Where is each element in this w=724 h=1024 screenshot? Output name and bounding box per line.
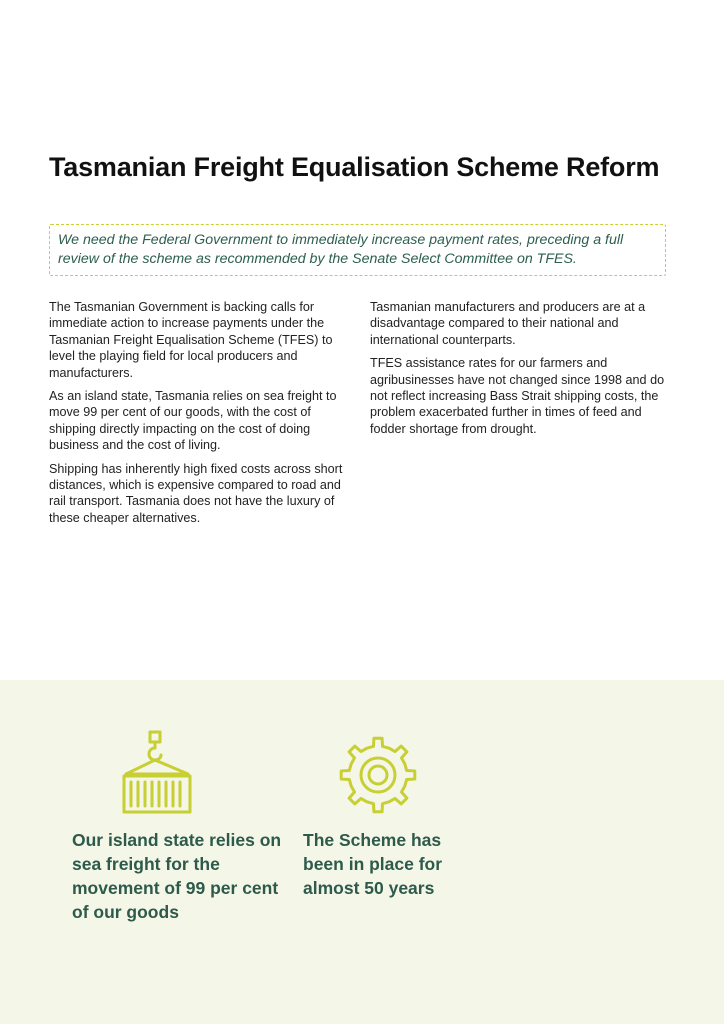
left-column [49,299,355,533]
right-column [370,299,676,444]
paragraph: The Tasmanian Government is backing calls for immediate action to increase payments under the Tasmanian Freight Equalisation Scheme (TFES) to level the playing field for local producers and manufacturers. [49,300,333,380]
crane-container-icon [120,730,194,814]
paragraph: As an island state, Tasmania relies on sea freight to move 99 per cent of our goods, with the cost of shipping directly impacting on the cost of doing business and the cost of living. [49,389,337,453]
stat-text: Our island state relies on sea freight for the movement of 99 per cent of our goods [72,830,282,922]
callout-box: We need the Federal Government to immediately increase payment rates, preceding a full review of the scheme as recommended by the Senate Select Committee on TFES. [49,224,666,276]
paragraph: Tasmanian manufacturers and producers are at a disadvantage compared to their national and international counterparts. [370,300,646,347]
stat-scheme-duration [303,730,483,900]
stat-sea-freight [72,730,282,924]
gear-icon [339,730,417,814]
paragraph: Shipping has inherently high fixed costs across short distances, which is expensive compared to road and rail transport. Tasmania does not have the luxury of these cheaper alternatives. [49,461,343,525]
stats-band [0,680,724,1024]
page-title: Tasmanian Freight Equalisation Scheme Reform [49,152,660,182]
stat-text: The Scheme has been in place for almost 50 years [303,830,443,898]
paragraph: TFES assistance rates for our farmers and agribusinesses have not changed since 1998 and do not reflect increasing Bass Strait shipping costs, the problem exacerbated further in times of feed and fodder shortage from drought. [370,356,665,436]
